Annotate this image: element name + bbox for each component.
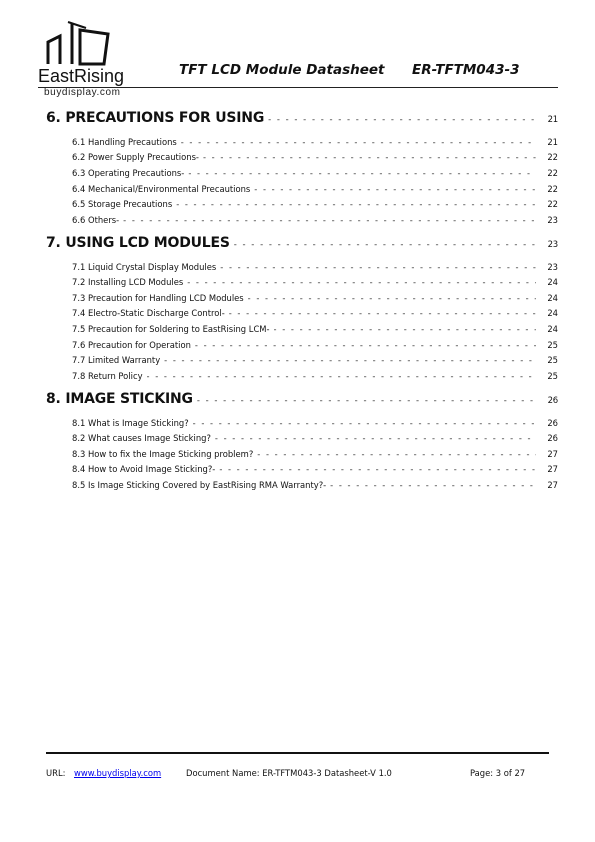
toc-page-number: 23 xyxy=(547,262,558,272)
toc-leader xyxy=(197,396,536,406)
toc-item[interactable] xyxy=(72,449,558,459)
toc-item[interactable] xyxy=(72,480,558,490)
toc-page-number: 22 xyxy=(547,152,558,162)
toc-leader xyxy=(188,168,536,178)
toc-page-number: 22 xyxy=(547,184,558,194)
toc-item[interactable] xyxy=(72,215,558,225)
toc-page-number: 25 xyxy=(547,340,558,350)
toc-item[interactable] xyxy=(72,324,558,334)
toc-page-number: 26 xyxy=(547,418,558,428)
toc-item[interactable] xyxy=(72,418,558,428)
toc-item-label: 8.3 How to fix the Image Sticking problem? xyxy=(72,449,254,459)
toc-page-number: 24 xyxy=(547,293,558,303)
toc-page-number: 23 xyxy=(547,215,558,225)
toc-leader xyxy=(220,262,536,272)
toc-page-number: 24 xyxy=(547,308,558,318)
toc-page-number: 22 xyxy=(547,199,558,209)
toc-page-number: 27 xyxy=(547,480,558,490)
toc-item-label: 8.4 How to Avoid Image Sticking?- xyxy=(72,464,216,474)
toc-page-number: 27 xyxy=(547,449,558,459)
brand-site: buydisplay.com xyxy=(44,87,121,98)
toc-item[interactable] xyxy=(72,433,558,443)
toc-leader xyxy=(187,277,536,287)
toc-item-label: 7.2 Installing LCD Modules xyxy=(72,277,184,287)
footer-page-number: Page: 3 of 27 xyxy=(470,768,526,778)
toc-item[interactable] xyxy=(72,277,558,287)
toc-item-label: 6.5 Storage Precautions xyxy=(72,199,173,209)
toc-leader xyxy=(234,240,536,250)
toc-leader xyxy=(219,464,536,474)
toc-item-label: 7.8 Return Policy xyxy=(72,371,143,381)
toc-section-6[interactable] xyxy=(46,110,558,126)
toc-page-number: 26 xyxy=(547,396,558,406)
toc-item-label: 7.5 Precaution for Soldering to EastRising LCM- xyxy=(72,324,270,334)
toc-page-number: 25 xyxy=(547,371,558,381)
toc-leader xyxy=(229,308,536,318)
toc-item-label: 6.2 Power Supply Precautions- xyxy=(72,152,199,162)
toc-leader xyxy=(330,480,536,490)
toc-item-label: 7.3 Precaution for Handling LCD Modules xyxy=(72,293,244,303)
toc-item-label: 8.2 What causes Image Sticking? xyxy=(72,433,211,443)
toc-leader xyxy=(257,449,536,459)
footer-url[interactable] xyxy=(74,768,161,778)
toc-section-title: 6. PRECAUTIONS FOR USING xyxy=(46,110,265,126)
toc-item-label: 7.1 Liquid Crystal Display Modules xyxy=(72,262,217,272)
toc-leader xyxy=(203,152,536,162)
toc-leader xyxy=(254,184,536,194)
brand-logo xyxy=(38,20,128,100)
toc-leader xyxy=(195,340,536,350)
toc-page-number: 25 xyxy=(547,355,558,365)
model-number: ER-TFTM043-3 xyxy=(412,62,520,78)
document-title: TFT LCD Module Datasheet xyxy=(179,62,385,78)
toc-item[interactable] xyxy=(72,464,558,474)
toc-item-label: 6.3 Operating Precautions- xyxy=(72,168,185,178)
toc-item-label: 6.6 Others- xyxy=(72,215,120,225)
toc-page-number: 22 xyxy=(547,168,558,178)
brand-name: EastRising xyxy=(38,66,125,86)
toc-item[interactable] xyxy=(72,293,558,303)
logo-mark-icon xyxy=(46,20,116,66)
toc-item-label: 7.4 Electro-Static Discharge Control- xyxy=(72,308,225,318)
toc-leader xyxy=(176,199,536,209)
toc-leader xyxy=(215,433,536,443)
toc-item-label: 6.4 Mechanical/Environmental Precautions xyxy=(72,184,251,194)
footer-url-label: URL: xyxy=(46,768,66,778)
toc-section-7[interactable] xyxy=(46,235,558,251)
toc-leader xyxy=(268,115,536,125)
toc-item[interactable] xyxy=(72,262,558,272)
toc-item[interactable] xyxy=(72,152,558,162)
toc-leader xyxy=(123,215,536,225)
toc-page-number: 27 xyxy=(547,464,558,474)
header-divider xyxy=(38,87,558,88)
toc-leader xyxy=(193,418,536,428)
toc-leader xyxy=(248,293,536,303)
toc-item-label: 6.1 Handling Precautions xyxy=(72,137,177,147)
toc-section-title: 8. IMAGE STICKING xyxy=(46,391,193,407)
toc-section-title: 7. USING LCD MODULES xyxy=(46,235,230,251)
toc-item[interactable] xyxy=(72,355,558,365)
footer-divider xyxy=(46,752,549,754)
toc-page-number: 24 xyxy=(547,324,558,334)
toc-item[interactable] xyxy=(72,184,558,194)
toc-page-number: 26 xyxy=(547,433,558,443)
toc-item[interactable] xyxy=(72,308,558,318)
toc-item-label: 8.1 What is Image Sticking? xyxy=(72,418,189,428)
toc-section-8[interactable] xyxy=(46,391,558,407)
toc-item-label: 7.6 Precaution for Operation xyxy=(72,340,191,350)
toc-item[interactable] xyxy=(72,137,558,147)
footer-document-name: Document Name: ER-TFTM043-3 Datasheet-V 1.0 xyxy=(186,768,392,778)
toc-item[interactable] xyxy=(72,199,558,209)
toc-item[interactable] xyxy=(72,340,558,350)
toc-item-label: 8.5 Is Image Sticking Covered by EastRising RMA Warranty?- xyxy=(72,480,327,490)
toc-leader xyxy=(181,137,536,147)
toc-leader xyxy=(164,355,536,365)
toc-page-number: 23 xyxy=(547,240,558,250)
toc-page-number: 21 xyxy=(547,115,558,125)
footer-url-link[interactable]: www.buydisplay.com xyxy=(74,768,162,778)
toc-item[interactable] xyxy=(72,371,558,381)
toc-leader xyxy=(274,324,536,334)
toc-leader xyxy=(147,371,536,381)
toc-item[interactable] xyxy=(72,168,558,178)
toc-page-number: 21 xyxy=(547,137,558,147)
toc-item-label: 7.7 Limited Warranty xyxy=(72,355,161,365)
toc-page-number: 24 xyxy=(547,277,558,287)
